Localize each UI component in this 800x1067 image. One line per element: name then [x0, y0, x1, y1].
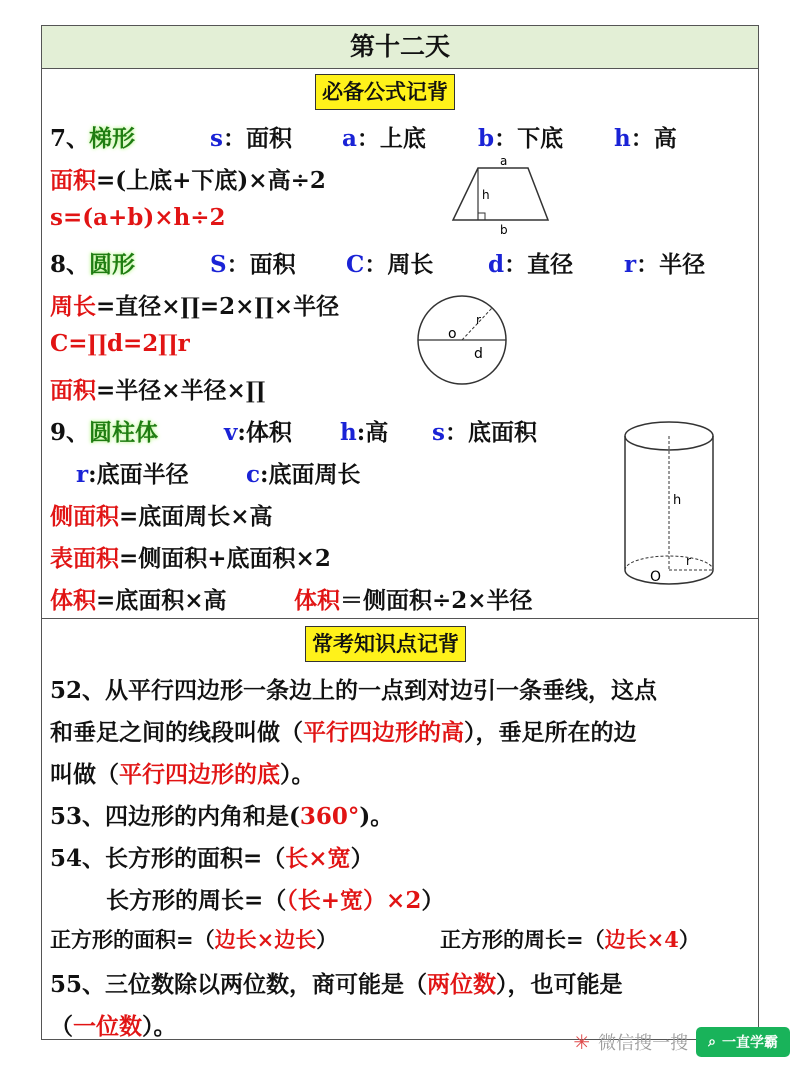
cylinder-var-c: c:底面周长 — [246, 461, 361, 488]
wechat-search-logo-icon: ✳ — [573, 1030, 591, 1054]
trapezoid-label-b: b — [500, 223, 508, 236]
section-divider — [42, 618, 758, 619]
cylinder-label-o: O — [650, 569, 662, 585]
point-54-line3b: 正方形的周长=（边长×4） — [440, 927, 700, 952]
circle-area-formula: 面积=半径×半径×∏ — [50, 377, 266, 404]
trapezoid-area-formula: 面积=(上底+下底)×高÷2 — [50, 167, 326, 194]
trapezoid-label-h: h — [482, 188, 490, 202]
cylinder-heading: 9、圆柱体 — [50, 419, 159, 446]
circle-perimeter-formula: 周长=直径×∏=2×∏×半径 — [50, 293, 340, 320]
point-54-line3a: 正方形的面积=（边长×边长） — [50, 927, 338, 952]
section2-heading: 常考知识点记背 — [305, 626, 466, 662]
circle-var-S: S：面积 — [210, 251, 296, 278]
trapezoid-var-h: h：高 — [614, 125, 677, 152]
cylinder-var-s: s：底面积 — [432, 419, 537, 446]
cylinder-label-h: h — [673, 493, 682, 508]
cylinder-surface-area: 表面积=侧面积+底面积×2 — [50, 545, 331, 572]
circle-label-r: r — [476, 313, 481, 327]
circle-label-d: d — [474, 346, 483, 362]
cylinder-lateral-area: 侧面积=底面周长×高 — [50, 503, 273, 530]
circle-var-C: C：周长 — [346, 251, 434, 278]
circle-symbolic-formula: C=∏d=2∏r — [50, 330, 190, 357]
trapezoid-figure — [450, 156, 565, 236]
trapezoid-var-s: s：面积 — [210, 125, 292, 152]
point-54-line1: 54、长方形的面积=（长×宽） — [50, 845, 374, 872]
point-52-line2: 和垂足之间的线段叫做（平行四边形的高），垂足所在的边 — [50, 719, 637, 746]
cylinder-figure — [622, 418, 722, 590]
trapezoid-var-b: b：下底 — [478, 125, 564, 152]
cylinder-var-h: h:高 — [340, 419, 389, 446]
circle-var-d: d：直径 — [488, 251, 574, 278]
search-button[interactable] — [696, 1027, 790, 1057]
circle-figure — [414, 294, 514, 388]
cylinder-volume-2: 体积＝侧面积÷2×半径 — [294, 587, 533, 614]
worksheet-frame — [41, 25, 759, 1040]
search-button-label: 一直学霸 — [722, 1035, 778, 1051]
cylinder-var-v: v:体积 — [224, 419, 292, 446]
point-54-line2: 长方形的周长=（（长+宽）×2） — [106, 887, 445, 914]
point-52-line3: 叫做（平行四边形的底）。 — [50, 761, 315, 788]
point-53: 53、四边形的内角和是(360°)。 — [50, 803, 394, 830]
cylinder-label-r: r — [686, 554, 691, 568]
section1-heading: 必备公式记背 — [315, 74, 455, 110]
circle-var-r: r：半径 — [624, 251, 706, 278]
point-55-line2: （一位数）。 — [50, 1013, 177, 1040]
cylinder-volume-1: 体积=底面积×高 — [50, 587, 227, 614]
point-52-line1: 52、从平行四边形一条边上的一点到对边引一条垂线，这点 — [50, 677, 658, 704]
item-number: 7、 — [50, 125, 90, 152]
shape-name: 梯形 — [89, 125, 136, 152]
wechat-search-watermark[interactable] — [573, 1027, 790, 1057]
circle-heading: 8、圆形 — [50, 251, 136, 278]
page-title: 第十二天 — [42, 26, 758, 69]
point-55-line1: 55、三位数除以两位数，商可能是（两位数），也可能是 — [50, 971, 623, 998]
trapezoid-symbolic-formula: s=(a+b)×h÷2 — [50, 204, 226, 231]
circle-label-o: o — [448, 326, 457, 342]
trapezoid-var-a: a：上底 — [342, 125, 426, 152]
watermark-text: 微信搜一搜 — [598, 1033, 689, 1054]
trapezoid-label-a: a — [500, 156, 508, 168]
search-icon: ⌕ — [708, 1034, 716, 1050]
cylinder-var-r: r:底面半径 — [76, 461, 189, 488]
trapezoid-vars-row — [50, 120, 135, 153]
